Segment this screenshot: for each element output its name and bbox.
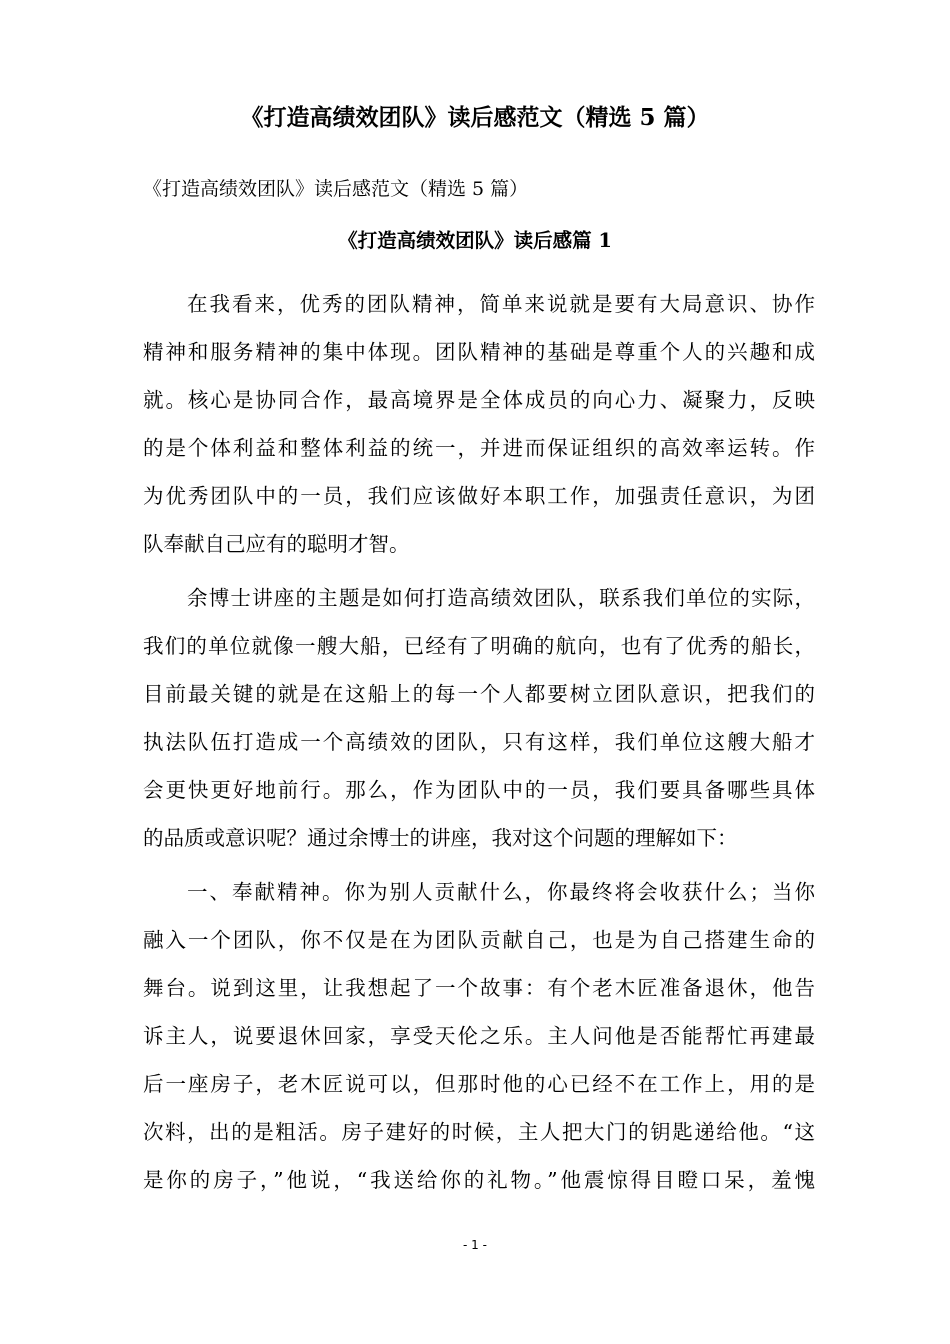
paragraph-1-line-2: 精神和服务精神的集中体现。团队精神的基础是尊重个人的兴趣和成 [143, 340, 815, 364]
document-subtitle: 《打造高绩效团队》读后感范文（精选 5 篇） [143, 178, 529, 200]
paragraph-2-line-1: 余博士讲座的主题是如何打造高绩效团队，联系我们单位的实际， [187, 586, 815, 610]
paragraph-1-line-5: 为优秀团队中的一员，我们应该做好本职工作，加强责任意识，为团 [143, 484, 815, 508]
paragraph-3-line-4: 诉主人，说要退休回家，享受天伦之乐。主人问他是否能帮忙再建最 [143, 1024, 815, 1048]
paragraph-1-line-1: 在我看来，优秀的团队精神，简单来说就是要有大局意识、协作 [187, 292, 815, 316]
paragraph-3-line-3: 舞台。说到这里，让我想起了一个故事：有个老木匠准备退休，他告 [143, 976, 815, 1000]
paragraph-1-line-6: 队奉献自己应有的聪明才智。 [143, 532, 410, 556]
paragraph-2-line-4: 执法队伍打造成一个高绩效的团队，只有这样，我们单位这艘大船才 [143, 730, 815, 754]
paragraph-1-line-3: 就。核心是协同合作，最高境界是全体成员的向心力、凝聚力，反映 [143, 388, 815, 412]
section-heading: 《打造高绩效团队》读后感篇 1 [338, 229, 612, 252]
paragraph-2-line-3: 目前最关键的就是在这船上的每一个人都要树立团队意识，把我们的 [143, 682, 815, 706]
paragraph-3-line-7: 是你的房子，”他说，“我送给你的礼物。”他震惊得目瞪口呆，羞愧 [143, 1168, 815, 1192]
paragraph-1-line-4: 的是个体利益和整体利益的统一，并进而保证组织的高效率运转。作 [143, 436, 815, 460]
paragraph-3-line-6: 次料，出的是粗活。房子建好的时候，主人把大门的钥匙递给他。“这 [143, 1120, 815, 1144]
paragraph-2-line-2: 我们的单位就像一艘大船，已经有了明确的航向，也有了优秀的船长， [143, 634, 815, 658]
document-title: 《打造高绩效团队》读后感范文（精选 5 篇） [240, 104, 710, 131]
paragraph-2-line-5: 会更快更好地前行。那么，作为团队中的一员，我们要具备哪些具体 [143, 778, 815, 802]
paragraph-3-line-5: 后一座房子，老木匠说可以，但那时他的心已经不在工作上，用的是 [143, 1072, 815, 1096]
paragraph-3-line-2: 融入一个团队，你不仅是在为团队贡献自己，也是为自己搭建生命的 [143, 928, 815, 952]
page-number: - 1 - [463, 1238, 487, 1252]
paragraph-2-line-6: 的品质或意识呢？通过余博士的讲座，我对这个问题的理解如下： [143, 826, 738, 850]
paragraph-3-line-1: 一、奉献精神。你为别人贡献什么，你最终将会收获什么；当你 [187, 880, 815, 904]
